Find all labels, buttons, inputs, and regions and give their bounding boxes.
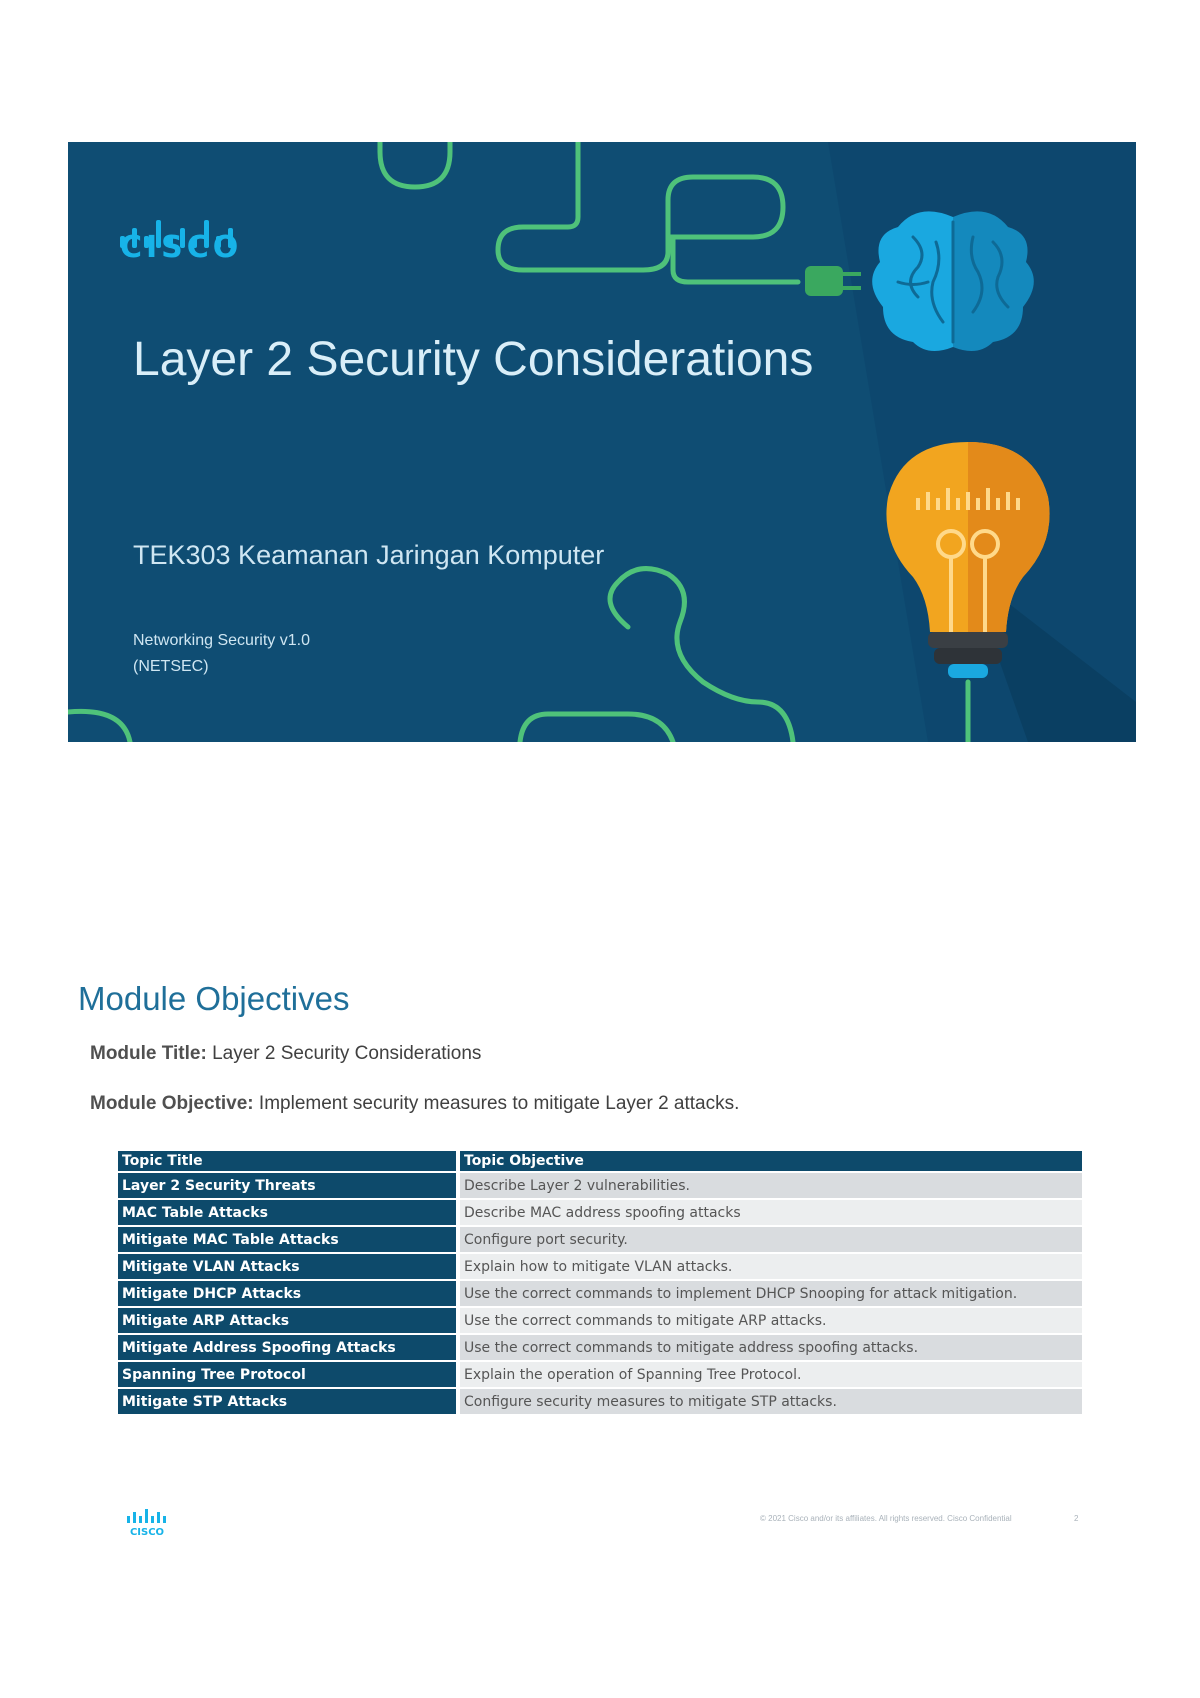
module-objective-label: Module Objective:	[90, 1093, 254, 1114]
topic-objective-cell: Use the correct commands to mitigate ARP attacks.	[460, 1308, 1082, 1333]
course-subtitle: TEK303 Keamanan Jaringan Komputer	[133, 540, 605, 570]
footer-logo-text: CISCO	[129, 1527, 165, 1538]
table-header-row	[118, 1151, 1082, 1171]
topic-title-cell: Mitigate MAC Table Attacks	[118, 1227, 460, 1252]
topic-objective-cell: Describe MAC address spoofing attacks	[460, 1200, 1082, 1225]
footer-copyright: © 2021 Cisco and/or its affiliates. All rights reserved. Cisco Confidential	[760, 1514, 1012, 1523]
module-objective-line	[90, 1093, 739, 1115]
topic-title-cell: Mitigate Address Spoofing Attacks	[118, 1335, 460, 1360]
table-row	[118, 1389, 1082, 1414]
table-row	[118, 1254, 1082, 1279]
slide-title: Layer 2 Security Considerations	[133, 333, 814, 386]
topics-table	[118, 1149, 1082, 1416]
table-row	[118, 1308, 1082, 1333]
topic-title-cell: Mitigate VLAN Attacks	[118, 1254, 460, 1279]
topic-objective-cell: Describe Layer 2 vulnerabilities.	[460, 1173, 1082, 1198]
table-row	[118, 1281, 1082, 1306]
topic-title-cell: Mitigate STP Attacks	[118, 1389, 460, 1414]
module-title-label: Module Title:	[90, 1043, 207, 1064]
module-objective-value: Implement security measures to mitigate Layer 2 attacks.	[253, 1093, 740, 1114]
topic-objective-cell: Configure port security.	[460, 1227, 1082, 1252]
table-row	[118, 1200, 1082, 1225]
topic-title-cell: Spanning Tree Protocol	[118, 1362, 460, 1387]
brain-icon	[872, 211, 1034, 351]
table-row	[118, 1335, 1082, 1360]
table-row	[118, 1173, 1082, 1198]
topic-title-cell: MAC Table Attacks	[118, 1200, 460, 1225]
module-title-line	[90, 1043, 481, 1065]
topic-objective-cell: Use the correct commands to mitigate address spoofing attacks.	[460, 1335, 1082, 1360]
topic-objective-cell: Explain how to mitigate VLAN attacks.	[460, 1254, 1082, 1279]
table-row	[118, 1362, 1082, 1387]
header-topic-title: Topic Title	[118, 1151, 460, 1171]
course-name: Networking Security v1.0	[133, 632, 310, 649]
page-number: 2	[1074, 1514, 1079, 1523]
title-slide	[68, 142, 1136, 742]
module-title-value: Layer 2 Security Considerations	[206, 1043, 482, 1064]
course-info	[133, 628, 310, 680]
footer-cisco-logo	[125, 1508, 170, 1538]
topic-objective-cell: Explain the operation of Spanning Tree Protocol.	[460, 1362, 1082, 1387]
course-code: (NETSEC)	[133, 658, 209, 675]
topic-title-cell: Mitigate ARP Attacks	[118, 1308, 460, 1333]
table-row	[118, 1227, 1082, 1252]
objectives-title: Module Objectives	[78, 980, 350, 1017]
topic-objective-cell: Configure security measures to mitigate STP attacks.	[460, 1389, 1082, 1414]
topic-title-cell: Mitigate DHCP Attacks	[118, 1281, 460, 1306]
cisco-wordmark: CISCO	[120, 230, 243, 265]
topic-objective-cell: Use the correct commands to implement DHCP Snooping for attack mitigation.	[460, 1281, 1082, 1306]
header-topic-objective: Topic Objective	[460, 1151, 1082, 1171]
topic-title-cell: Layer 2 Security Threats	[118, 1173, 460, 1198]
